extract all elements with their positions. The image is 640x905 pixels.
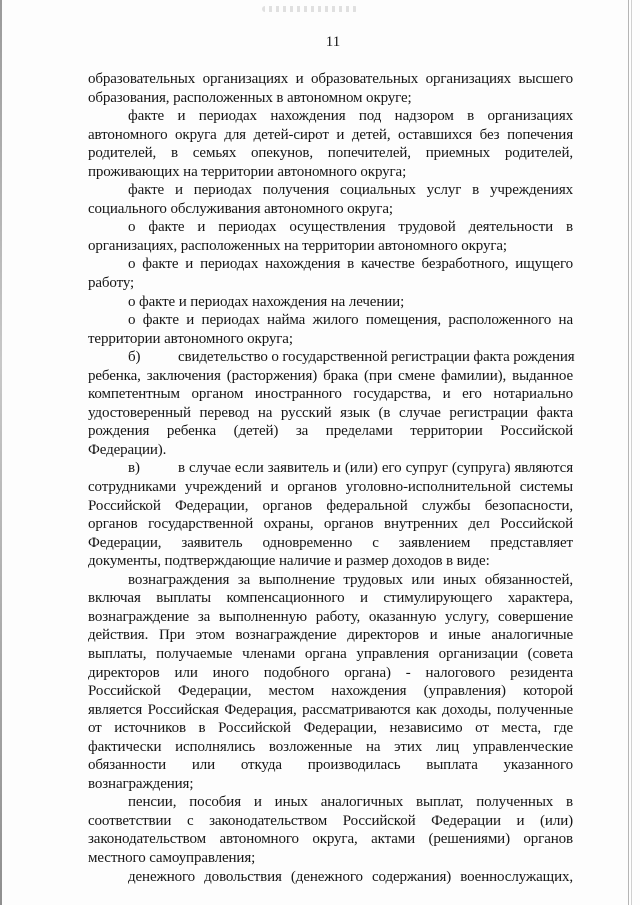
line-text: социального обслуживания автономного округа; — [88, 200, 393, 217]
text-line — [88, 793, 573, 812]
text-line — [88, 552, 573, 571]
scan-edge-right-inner — [631, 0, 632, 905]
line-text: фактически исполнялись возложенные на этих лиц управленческие — [88, 738, 573, 755]
line-text: вознаграждения; — [88, 775, 194, 792]
line-text: родителей, в семьях опекунов, попечителей, приемных родителей, — [88, 145, 573, 162]
text-line — [88, 330, 573, 349]
line-text: сотрудниками учреждений и органов уголовно-исполнительной системы — [88, 479, 573, 496]
text-line — [88, 459, 573, 478]
line-text: образования, расположенных в автономном округе; — [88, 89, 412, 106]
text-line — [88, 830, 573, 849]
line-text: выплаты, получаемые членами органа управления организации (совета — [88, 645, 573, 662]
line-text: о факте и периодах нахождения на лечении; — [128, 293, 405, 310]
line-text: автономного округа для детей-сирот и детей, оставшихся без попечения — [88, 126, 573, 143]
line-text: о факте и периодах найма жилого помещения, расположенного на — [128, 312, 573, 329]
line-text: рождения ребенка (детей) за пределами территории Российской — [88, 423, 573, 440]
text-line — [88, 385, 573, 404]
line-text: работу; — [88, 275, 135, 292]
text-line — [88, 255, 573, 274]
line-text: является Российская Федерация, рассматриваются как доходы, полученные — [88, 701, 573, 718]
line-text: Федерации). — [88, 441, 167, 458]
line-text: компетентным органом иностранного государства, и его нотариально — [88, 386, 573, 403]
text-line — [88, 181, 573, 200]
text-line — [88, 515, 573, 534]
line-text: законодательством автономного округа, актами (решениями) органов — [88, 831, 573, 848]
text-line — [88, 404, 573, 423]
text-line — [88, 70, 573, 89]
line-text: о факте и периодах нахождения в качестве безработного, ищущего — [128, 256, 573, 273]
line-text: факте и периодах нахождения под надзором в организациях — [128, 108, 573, 125]
line-text: свидетельство о государственной регистрации факта рождения — [178, 349, 575, 366]
text-line — [88, 608, 573, 627]
line-text: Федерации, заявитель одновременно с заявлением представляет — [88, 534, 573, 551]
text-line — [88, 682, 573, 701]
line-text: в случае если заявитель и (или) его супруг (супруга) являются — [178, 460, 573, 477]
text-line — [88, 293, 573, 312]
line-text: местного самоуправления; — [88, 849, 256, 866]
text-line — [88, 701, 573, 720]
text-line — [88, 144, 573, 163]
text-line — [88, 422, 573, 441]
text-line — [88, 497, 573, 516]
line-text: от источников в Российской Федерации, независимо от места, где — [88, 720, 573, 737]
line-text: обязанности или откуда производилась выплата указанного — [88, 757, 573, 774]
text-line — [88, 89, 573, 108]
line-text: включая выплаты компенсационного и стимулирующего характера, — [88, 590, 573, 607]
text-line — [88, 218, 573, 237]
document-body — [88, 70, 573, 886]
text-line — [88, 626, 573, 645]
list-marker: в) — [128, 460, 140, 477]
text-line — [88, 868, 573, 887]
line-text: ребенка, заключения (расторжения) брака (при смене фамилии), выданное — [88, 367, 573, 384]
text-line — [88, 589, 573, 608]
text-line — [88, 237, 573, 256]
line-text: Российской Федерации, местом нахождения (управления) которой — [88, 683, 573, 700]
text-line — [88, 367, 573, 386]
line-text: соответствии с законодательством Российской Федерации и (или) — [88, 812, 573, 829]
text-line — [88, 849, 573, 868]
text-line — [88, 348, 573, 367]
list-marker: б) — [128, 349, 141, 366]
scan-edge-right — [628, 0, 629, 905]
text-line — [88, 441, 573, 460]
line-text: вознаграждение за выполненную работу, оказанную услугу, совершение — [88, 608, 573, 625]
scan-smudge — [262, 6, 358, 12]
line-text: Российской Федерации, органов федеральной службы безопасности, — [88, 497, 573, 514]
line-text: факте и периодах получения социальных услуг в учреждениях — [128, 182, 573, 199]
line-text: директоров или иного подобного органа) - налогового резидента — [88, 664, 573, 681]
line-text: образовательных организациях и образовательных организациях высшего — [88, 71, 573, 87]
text-line — [88, 478, 573, 497]
line-text: проживающих на территории автономного округа; — [88, 163, 407, 180]
line-text: территории автономного округа; — [88, 330, 293, 347]
text-line — [88, 534, 573, 553]
text-line — [88, 738, 573, 757]
text-line — [88, 163, 573, 182]
line-text: действия. При этом вознаграждение директоров и иные аналогичные — [88, 627, 573, 644]
text-line — [88, 664, 573, 683]
line-text: денежного довольствия (денежного содержания) военнослужащих, — [128, 868, 573, 885]
page-number: 11 — [325, 34, 341, 50]
line-text: о факте и периодах осуществления трудовой деятельности в — [128, 219, 573, 236]
text-line — [88, 126, 573, 145]
text-line — [88, 311, 573, 330]
text-line — [88, 645, 573, 664]
line-text: органов государственной охраны, органов внутренних дел Российской — [88, 516, 573, 533]
line-text: удостоверенный перевод на русский язык (в случае регистрации факта — [88, 404, 573, 421]
text-line — [88, 200, 573, 219]
text-line — [88, 756, 573, 775]
scan-edge-left — [0, 0, 2, 905]
line-text: вознаграждения за выполнение трудовых или иных обязанностей, — [128, 571, 573, 588]
line-text: организациях, расположенных на территории автономного округа; — [88, 237, 507, 254]
text-line — [88, 775, 573, 794]
text-line — [88, 719, 573, 738]
text-line — [88, 107, 573, 126]
text-line — [88, 571, 573, 590]
text-line — [88, 274, 573, 293]
line-text: пенсии, пособия и иных аналогичных выплат, полученных в — [128, 794, 573, 811]
line-text: документы, подтверждающие наличие и размер доходов в виде: — [88, 553, 490, 570]
text-line — [88, 812, 573, 831]
